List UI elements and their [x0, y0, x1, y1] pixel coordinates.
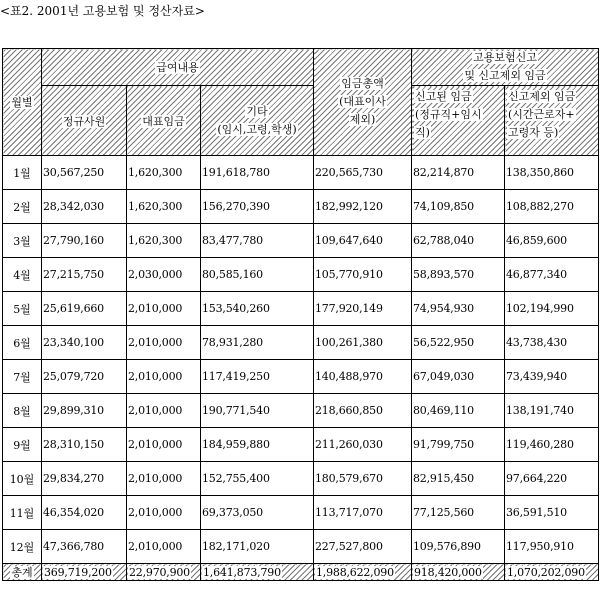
table-row [3, 258, 599, 292]
month-cell: 11월 [3, 496, 42, 530]
total-cell: 177,920,149 [314, 292, 412, 326]
table-row [3, 326, 599, 360]
total-row [3, 564, 599, 581]
regular-cell: 25,079,720 [42, 360, 127, 394]
rep-cell: 2,010,000 [127, 360, 201, 394]
rep-cell: 2,010,000 [127, 394, 201, 428]
other-cell: 80,585,160 [201, 258, 314, 292]
excluded-cell: 43,738,430 [505, 326, 599, 360]
regular-cell: 28,342,030 [42, 190, 127, 224]
excluded-cell: 97,664,220 [505, 462, 599, 496]
total-other-cell: 1,641,873,790 [201, 564, 314, 581]
header-month: 월별 [3, 49, 42, 156]
excluded-cell: 36,591,510 [505, 496, 599, 530]
table-row [3, 360, 599, 394]
total-cell: 211,260,030 [314, 428, 412, 462]
reported-cell: 56,522,950 [412, 326, 505, 360]
table-row [3, 292, 599, 326]
table-row [3, 190, 599, 224]
table-row [3, 496, 599, 530]
table-row [3, 530, 599, 564]
rep-cell: 2,010,000 [127, 428, 201, 462]
reported-cell: 109,576,890 [412, 530, 505, 564]
total-cell: 105,770,910 [314, 258, 412, 292]
excluded-cell: 102,194,990 [505, 292, 599, 326]
rep-cell: 2,010,000 [127, 326, 201, 360]
other-cell: 83,477,780 [201, 224, 314, 258]
reported-cell: 58,893,570 [412, 258, 505, 292]
month-cell: 2월 [3, 190, 42, 224]
rep-cell: 2,010,000 [127, 496, 201, 530]
total-reported-cell: 918,420,000 [412, 564, 505, 581]
total-rep-cell: 22,970,900 [127, 564, 201, 581]
total-cell: 180,579,670 [314, 462, 412, 496]
total-excluded-cell: 1,070,202,090 [505, 564, 599, 581]
rep-cell: 1,620,300 [127, 224, 201, 258]
other-cell: 69,373,050 [201, 496, 314, 530]
month-cell: 12월 [3, 530, 42, 564]
excluded-cell: 119,460,280 [505, 428, 599, 462]
rep-cell: 2,010,000 [127, 292, 201, 326]
table-row [3, 224, 599, 258]
regular-cell: 30,567,250 [42, 156, 127, 190]
header-insurance-group: 고용보험신고 및 신고제외 임금 [412, 49, 599, 86]
rep-cell: 2,010,000 [127, 462, 201, 496]
header-reported: 신고된 임금 (정규직+임시 직) [412, 86, 505, 156]
rep-cell: 2,030,000 [127, 258, 201, 292]
reported-cell: 80,469,110 [412, 394, 505, 428]
reported-cell: 77,125,560 [412, 496, 505, 530]
table-row [3, 156, 599, 190]
table-row [3, 428, 599, 462]
other-cell: 182,171,020 [201, 530, 314, 564]
header-regular: 정규사원 [42, 86, 127, 156]
insurance-table [2, 48, 599, 581]
total-cell: 140,488,970 [314, 360, 412, 394]
total-cell: 113,717,070 [314, 496, 412, 530]
reported-cell: 74,109,850 [412, 190, 505, 224]
other-cell: 191,618,780 [201, 156, 314, 190]
other-cell: 156,270,390 [201, 190, 314, 224]
other-cell: 153,540,260 [201, 292, 314, 326]
month-cell: 6월 [3, 326, 42, 360]
total-cell: 182,992,120 [314, 190, 412, 224]
rep-cell: 1,620,300 [127, 190, 201, 224]
total-cell: 109,647,640 [314, 224, 412, 258]
month-cell: 7월 [3, 360, 42, 394]
regular-cell: 29,834,270 [42, 462, 127, 496]
other-cell: 117,419,250 [201, 360, 314, 394]
month-cell: 1월 [3, 156, 42, 190]
header-excluded: 신고제외 임금 (시간근로자+ 고령자 등) [505, 86, 599, 156]
total-regular-cell: 369,719,200 [42, 564, 127, 581]
excluded-cell: 138,350,860 [505, 156, 599, 190]
month-cell: 3월 [3, 224, 42, 258]
total-cell: 220,565,730 [314, 156, 412, 190]
reported-cell: 91,799,750 [412, 428, 505, 462]
table-row [3, 462, 599, 496]
total-total-cell: 1,988,622,090 [314, 564, 412, 581]
regular-cell: 25,619,660 [42, 292, 127, 326]
excluded-cell: 46,859,600 [505, 224, 599, 258]
other-cell: 152,755,400 [201, 462, 314, 496]
excluded-cell: 108,882,270 [505, 190, 599, 224]
other-cell: 78,931,280 [201, 326, 314, 360]
header-total-wage: 임금총액 (대표이사 제외) [314, 49, 412, 156]
excluded-cell: 138,191,740 [505, 394, 599, 428]
total-cell: 218,660,850 [314, 394, 412, 428]
rep-cell: 2,010,000 [127, 530, 201, 564]
month-cell: 9월 [3, 428, 42, 462]
total-label: 총계 [3, 564, 42, 581]
header-other: 기타 (임시,고령,학생) [201, 86, 314, 156]
rep-cell: 1,620,300 [127, 156, 201, 190]
month-cell: 4월 [3, 258, 42, 292]
regular-cell: 29,899,310 [42, 394, 127, 428]
regular-cell: 46,354,020 [42, 496, 127, 530]
regular-cell: 27,215,750 [42, 258, 127, 292]
table-caption: <표2. 2001년 고용보험 및 정산자료> [0, 4, 205, 18]
month-cell: 10월 [3, 462, 42, 496]
reported-cell: 82,915,450 [412, 462, 505, 496]
regular-cell: 23,340,100 [42, 326, 127, 360]
month-cell: 8월 [3, 394, 42, 428]
month-cell: 5월 [3, 292, 42, 326]
reported-cell: 82,214,870 [412, 156, 505, 190]
regular-cell: 27,790,160 [42, 224, 127, 258]
excluded-cell: 73,439,940 [505, 360, 599, 394]
excluded-cell: 117,950,910 [505, 530, 599, 564]
total-cell: 100,261,380 [314, 326, 412, 360]
regular-cell: 28,310,150 [42, 428, 127, 462]
table-row [3, 394, 599, 428]
other-cell: 190,771,540 [201, 394, 314, 428]
excluded-cell: 46,877,340 [505, 258, 599, 292]
total-cell: 227,527,800 [314, 530, 412, 564]
reported-cell: 67,049,030 [412, 360, 505, 394]
reported-cell: 74,954,930 [412, 292, 505, 326]
other-cell: 184,959,880 [201, 428, 314, 462]
reported-cell: 62,788,040 [412, 224, 505, 258]
header-wage-group: 급여내용 [42, 49, 314, 86]
regular-cell: 47,366,780 [42, 530, 127, 564]
header-rep-wage: 대표임금 [127, 86, 201, 156]
